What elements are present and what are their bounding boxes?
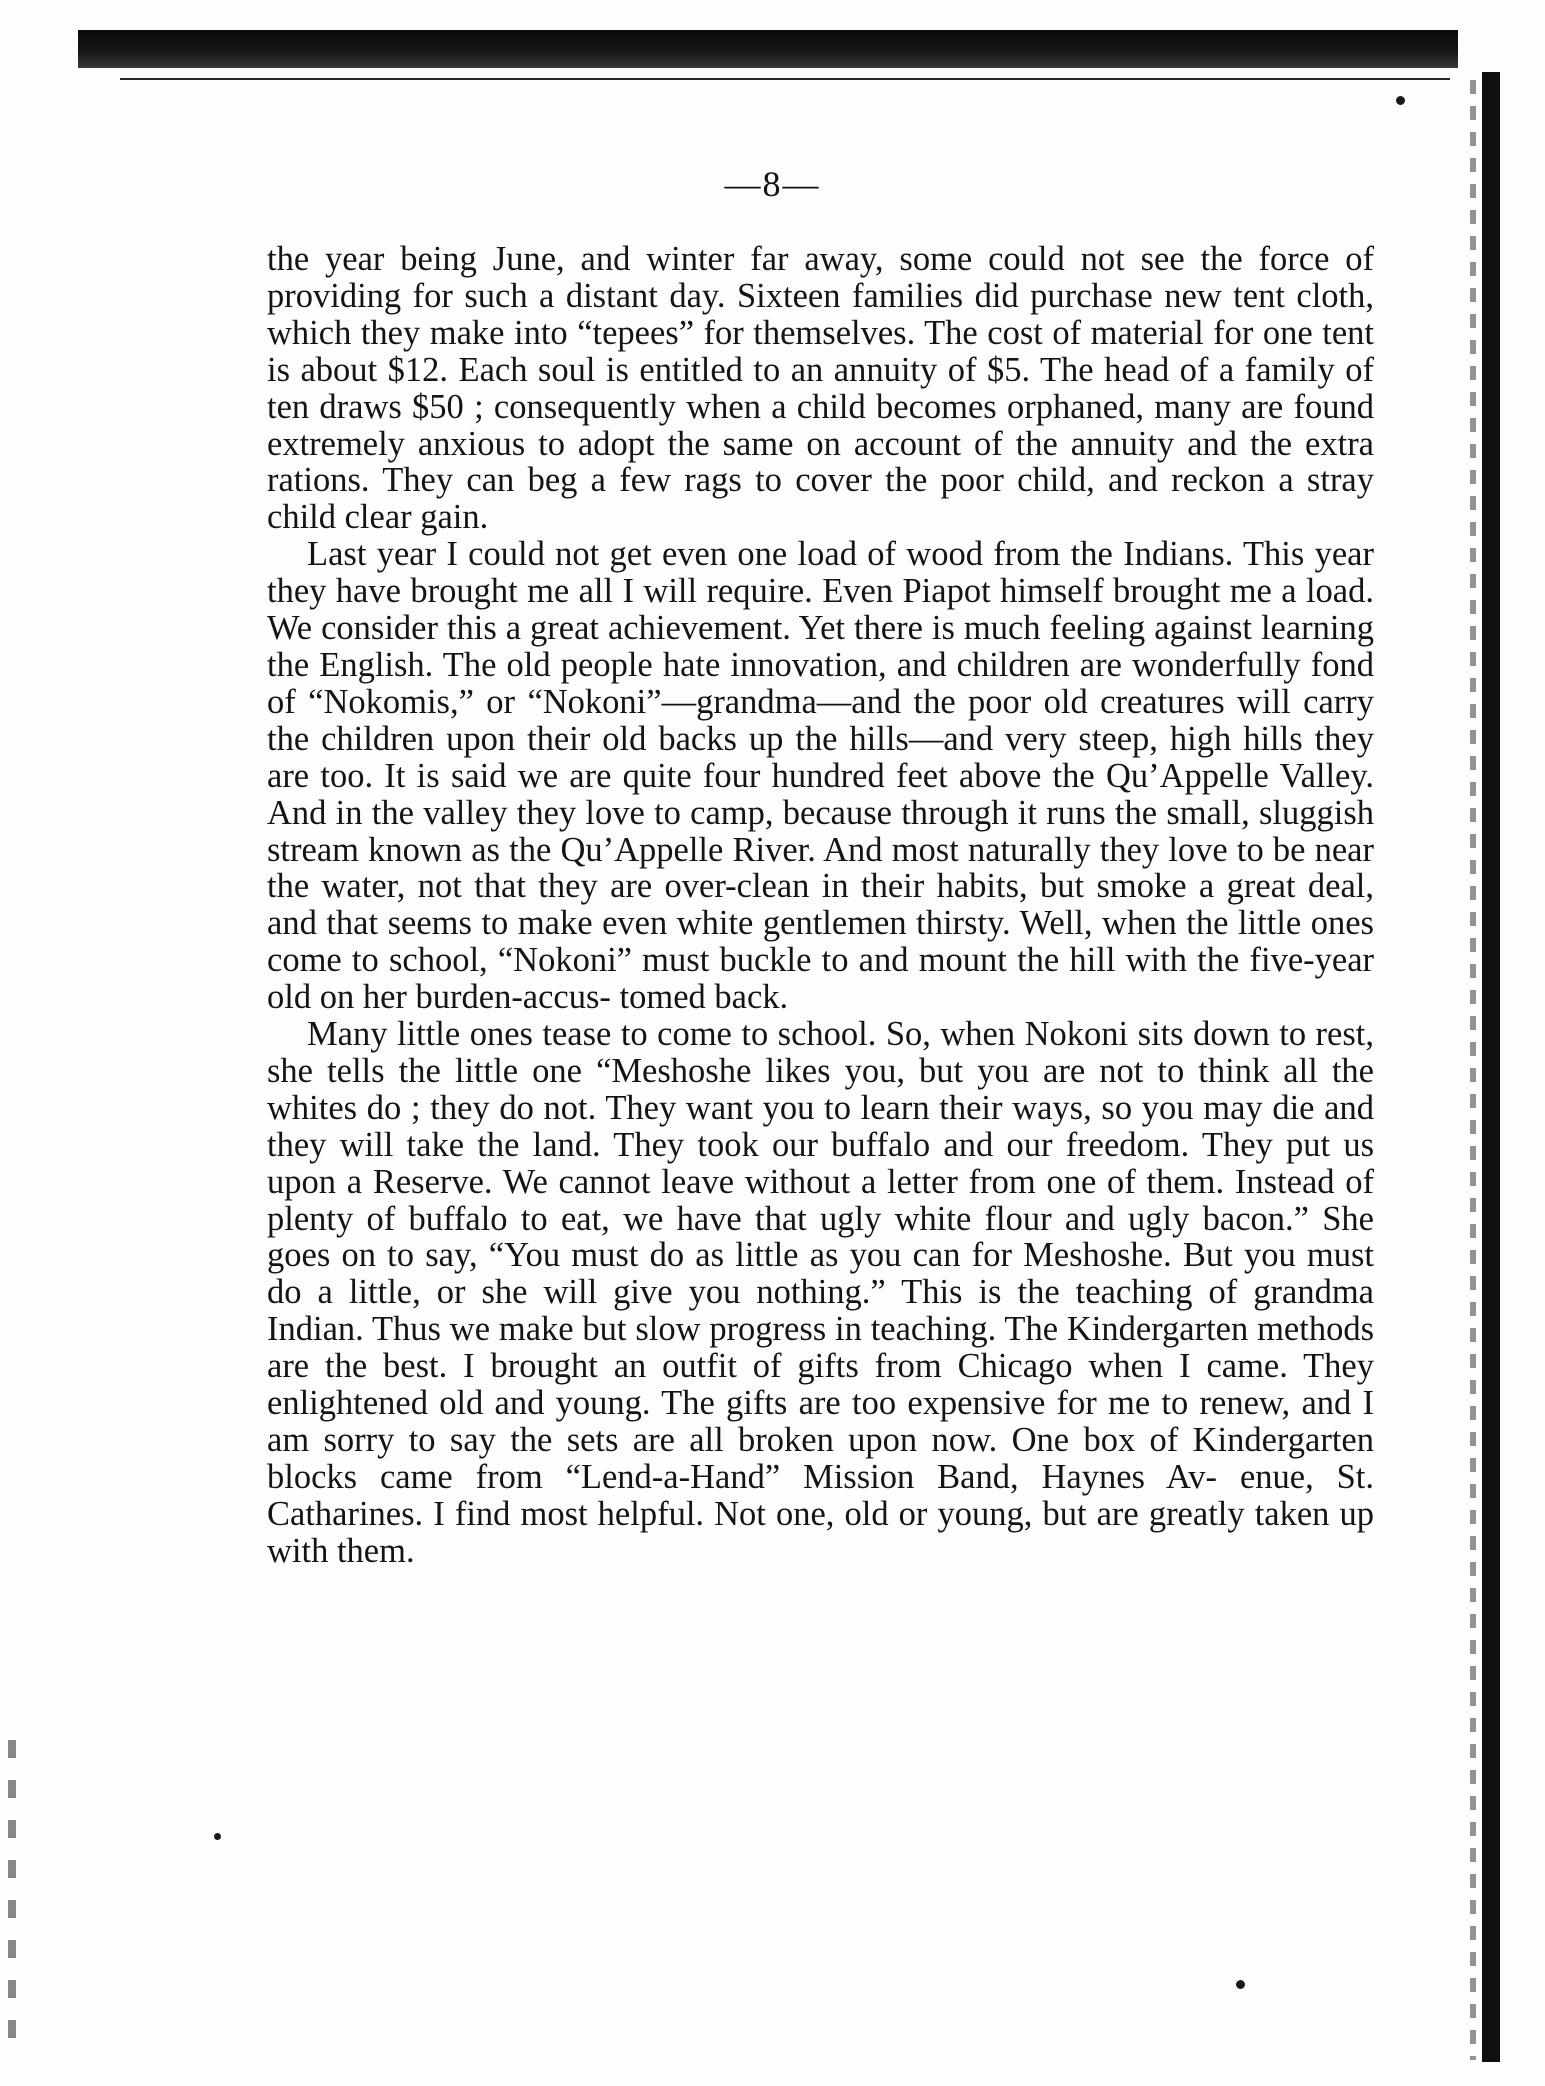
page-number: —8— bbox=[724, 164, 821, 204]
scan-dot bbox=[214, 1833, 221, 1840]
scan-edge-right bbox=[1482, 72, 1500, 2062]
scan-dot bbox=[1236, 1980, 1245, 1989]
paragraph: Many little ones tease to come to school. So, when Nokoni sits down to rest, she tells the little one “Meshoshe likes you, but you are not to think all the whites do ; they do not. They want you to learn their ways, so you may die and they will take the land. They took our buffalo and our freedom. They put us upon a Reserve. We cannot leave without a letter from one of them. Instead of plenty of buffalo to eat, we have that ugly white flour and ugly bacon.” She goes on to say, “You must do as little as you can for Meshoshe. But you must do a little, or she will give you nothing.” This is the teaching of grandma Indian. Thus we make but slow progress in teaching. The Kindergarten methods are the best. I brought an outfit of gifts from Chicago when I came. They enlightened old and young. The gifts are too expensive for me to renew, and I am sorry to say the sets are all broken upon now. One box of Kindergarten blocks came from “Lend-a-Hand” Mission Band, Haynes Av- enue, St. Catharines. I find most helpful. Not one, old or young, but are greatly taken up with them. bbox=[267, 1015, 1374, 1570]
body-text bbox=[267, 241, 1374, 1570]
scan-edge-top bbox=[78, 30, 1458, 68]
scan-edge-left-marks bbox=[8, 1740, 16, 2040]
paragraph: Last year I could not get even one load of wood from the Indians. This year they have brought me all I will require. Even Piapot himself brought me a load. We consider this a great achievement. Yet there is much feeling against learning the English. The old people hate innovation, and children are wonderfully fond of “Nokomis,” or “Nokoni”—grandma—and the poor old creatures will carry the children upon their old backs up the hills—and very steep, high hills they are too. It is said we are quite four hundred feet above the Qu’Appelle Valley. And in the valley they love to camp, because through it runs the small, sluggish stream known as the Qu’Appelle River. And most naturally they love to be near the water, not that they are over-clean in their habits, but smoke a great deal, and that seems to make even white gentlemen thirsty. Well, when the little ones come to school, “Nokoni” must buckle to and mount the hill with the five-year old on her burden-accus- tomed back. bbox=[267, 535, 1374, 1017]
top-rule bbox=[120, 78, 1450, 80]
scan-dot bbox=[1396, 96, 1405, 105]
paragraph: the year being June, and winter far away, some could not see the force of providing for such a distant day. Sixteen families did purchase new tent cloth, which they make into “tepees” for themselves. The cost of material for one tent is about $12. Each soul is entitled to an annuity of $5. The head of a family of ten draws $50 ; consequently when a child becomes orphaned, many are found extremely anxious to adopt the same on account of the annuity and the extra rations. They can beg a few rags to cover the poor child, and reckon a stray child clear gain. bbox=[267, 240, 1374, 537]
scan-edge-right-speckle bbox=[1470, 80, 1476, 2060]
